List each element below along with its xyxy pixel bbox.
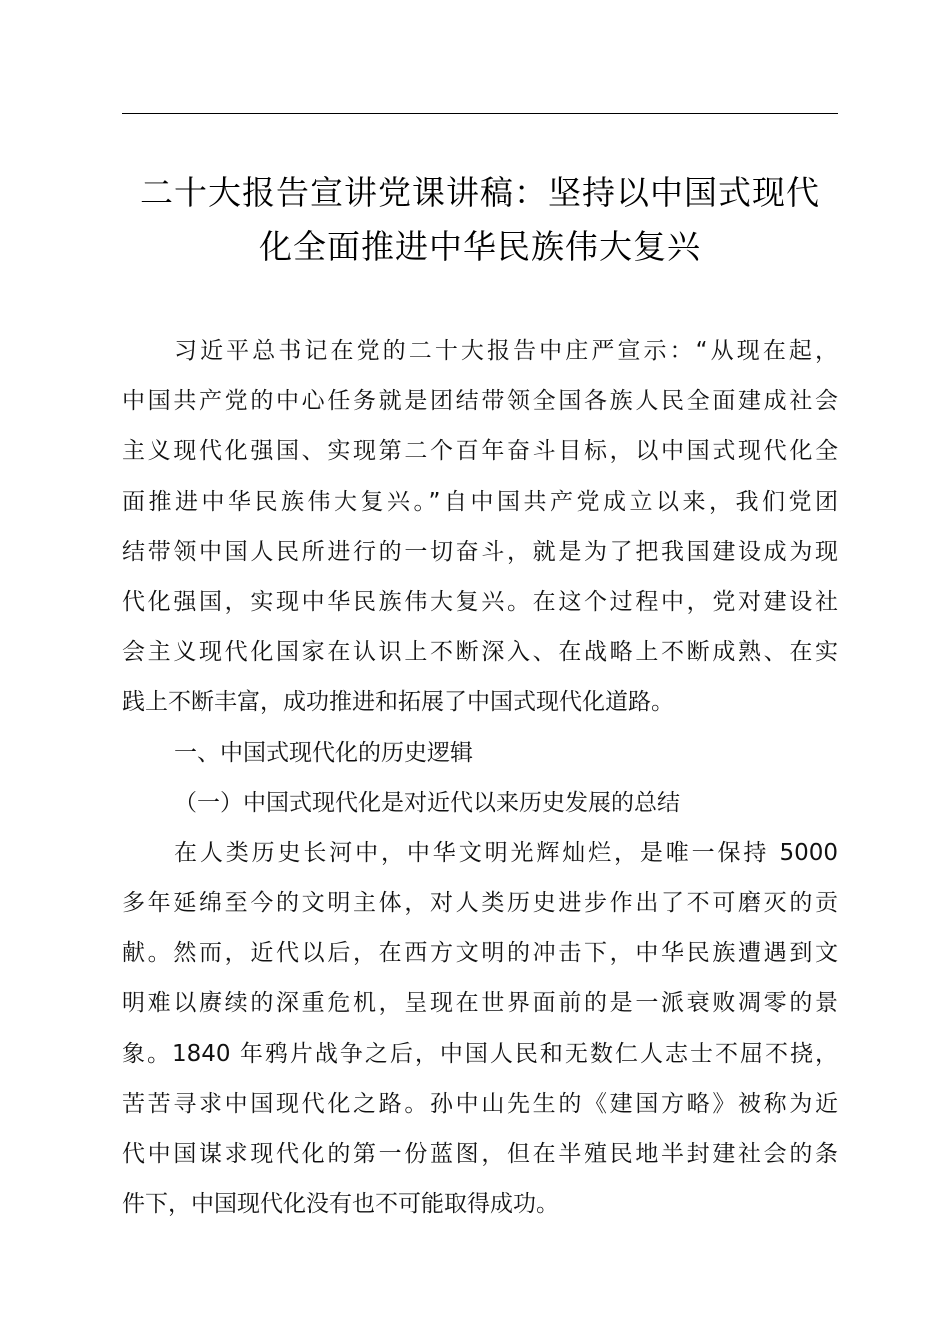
paragraph-line: 件下，中国现代化没有也不可能取得成功。 [122,1191,559,1218]
paragraph-line: 代中国谋求现代化的第一份蓝图，但在半殖民地半封建社会的条 [122,1141,838,1167]
paragraph-line: 代化强国，实现中华民族伟大复兴。在这个过程中，党对建设社 [122,588,838,615]
document-title [122,166,838,274]
paragraph-line: 多年延绵至今的文明主体，对人类历史进步作出了不可磨灭的贡 [122,890,838,917]
header-rule [122,113,838,114]
paragraph-line: 献。然而，近代以后，在西方文明的冲击下，中华民族遭遇到文 [122,940,838,967]
paragraph-line: 象。1840 年鸦片战争之后，中国人民和无数仁人志士不屈不挠， [122,1040,838,1067]
paragraph-line: 面推进中华民族伟大复兴。”自中国共产党成立以来，我们党团 [122,488,838,515]
subsection-heading: （一）中国式现代化是对近代以来历史发展的总结 [174,789,680,816]
paragraph-line: 会主义现代化国家在认识上不断深入、在战略上不断成熟、在实 [122,639,838,666]
title-line-2: 化全面推进中华民族伟大复兴 [259,227,701,266]
section-heading: 一、中国式现代化的历史逻辑 [174,739,473,766]
paragraph-line: 在人类历史长河中，中华文明光辉灿烂，是唯一保持 5000 [174,839,838,866]
paragraph-line: 结带领中国人民所进行的一切奋斗，就是为了把我国建设成为现 [122,538,838,565]
paragraph-line: 明难以赓续的深重危机，呈现在世界面前的是一派衰败凋零的景 [122,990,838,1017]
paragraph-line: 习近平总书记在党的二十大报告中庄严宣示：“从现在起， [174,338,838,364]
title-line-1: 二十大报告宣讲党课讲稿：坚持以中国式现代 [140,173,820,212]
paragraph-line: 苦苦寻求中国现代化之路。孙中山先生的《建国方略》被称为近 [122,1090,838,1117]
paragraph-line: 中国共产党的中心任务就是团结带领全国各族人民全面建成社会 [122,388,838,415]
paragraph-line: 践上不断丰富，成功推进和拓展了中国式现代化道路。 [122,689,674,716]
document-body [122,326,838,1229]
paragraph-line: 主义现代化强国、实现第二个百年奋斗目标，以中国式现代化全 [122,438,838,465]
